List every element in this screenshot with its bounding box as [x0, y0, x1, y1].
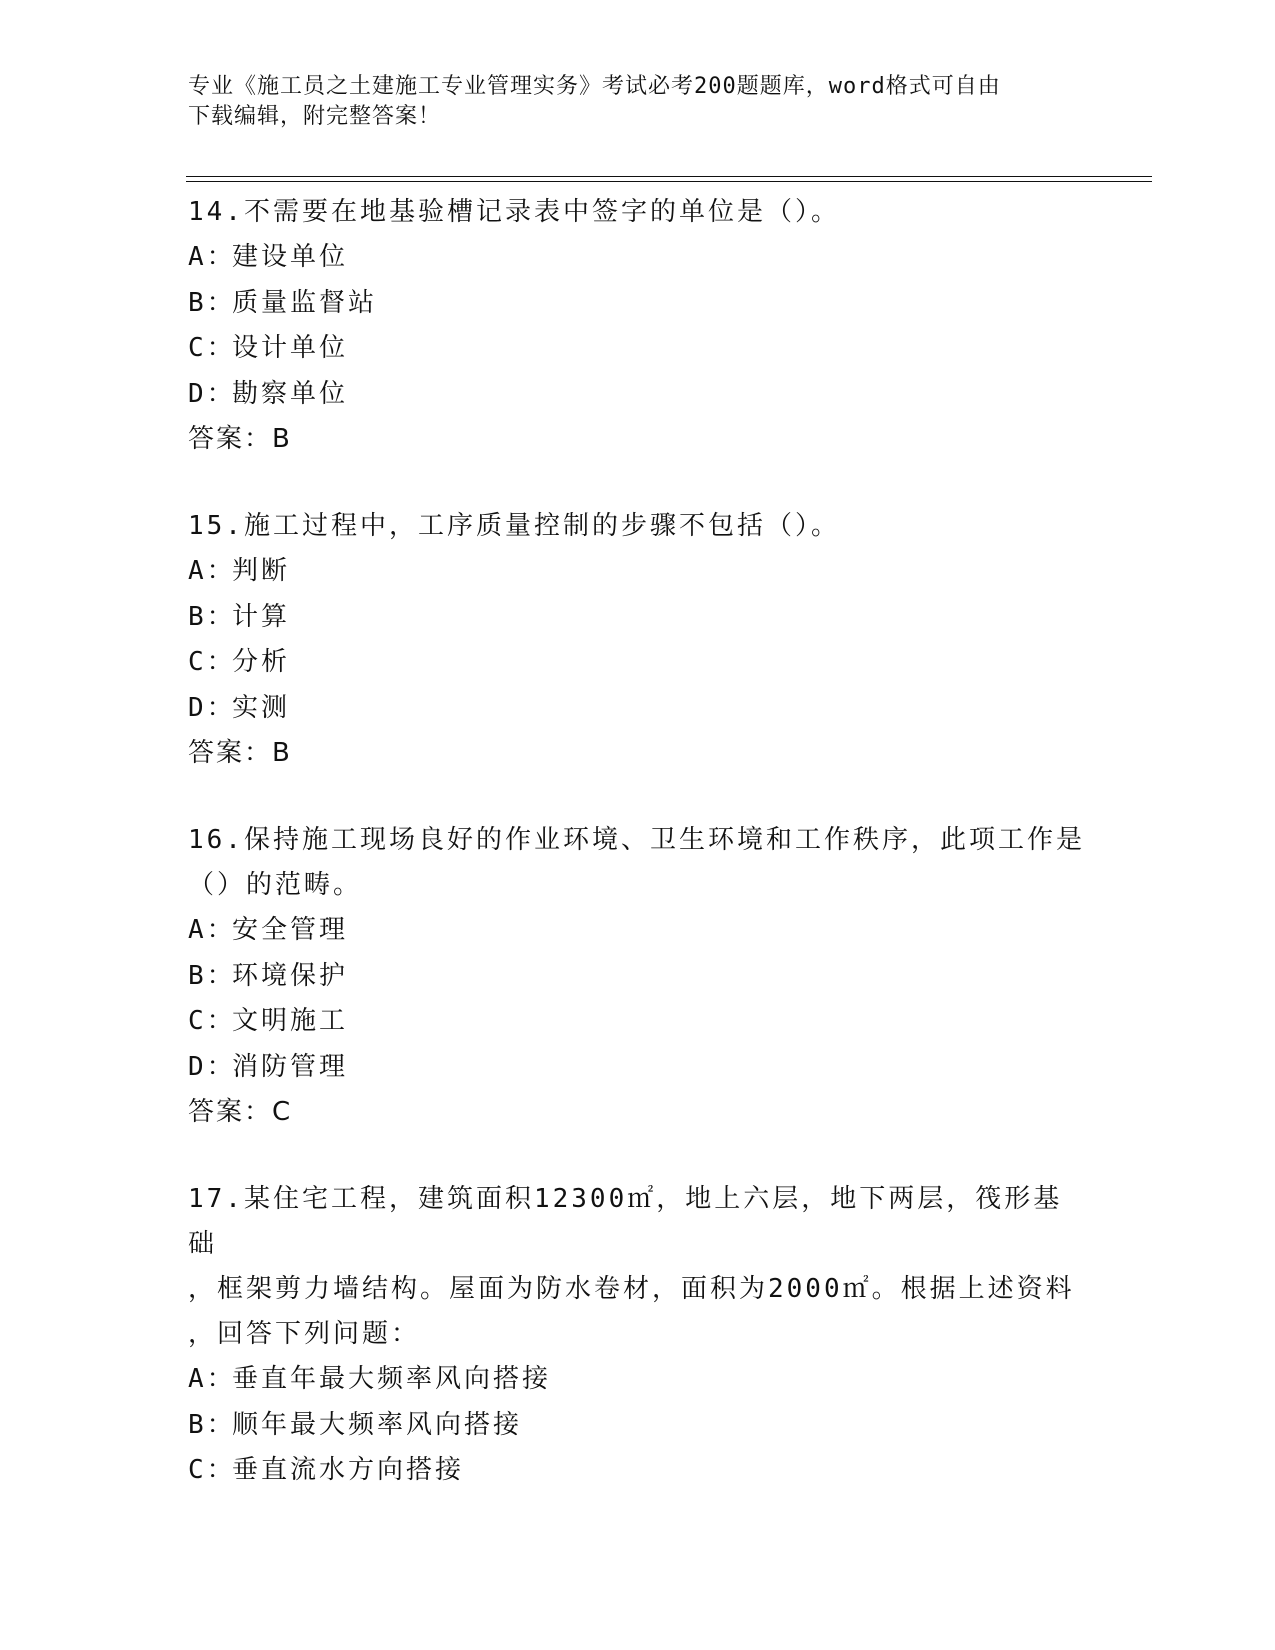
option-key: A：	[188, 1364, 236, 1394]
answer-line: 答案：B	[188, 738, 292, 768]
option-text: 垂直年最大频率风向搭接	[232, 1364, 552, 1394]
option-d	[188, 1045, 1088, 1091]
option-key: A：	[188, 915, 236, 945]
option-text: 判断	[232, 556, 291, 586]
option-text: 消防管理	[232, 1051, 349, 1082]
option-text: 计算	[232, 601, 291, 632]
option-d	[188, 372, 1088, 418]
option-text: 建设单位	[232, 242, 349, 272]
option-c	[188, 1448, 1088, 1494]
option-key: B：	[188, 601, 236, 632]
option-text: 勘察单位	[232, 378, 349, 409]
option-text: 质量监督站	[232, 287, 378, 318]
option-text: 环境保护	[232, 960, 349, 991]
question-stem: 15.施工过程中，工序质量控制的步骤不包括（）。	[188, 511, 840, 541]
option-text: 设计单位	[232, 333, 349, 363]
option-text: 分析	[232, 647, 291, 677]
option-a	[188, 235, 1088, 281]
option-key: B：	[188, 1409, 236, 1440]
option-key: A：	[188, 556, 236, 586]
question-stem-line-3: ，回答下列问题：	[188, 1319, 421, 1349]
option-key: A：	[188, 242, 236, 272]
document-header	[188, 72, 1068, 132]
option-text: 实测	[232, 692, 291, 723]
option-b	[188, 1403, 1088, 1449]
question-stem-line-1: 17.某住宅工程，建筑面积12300㎡，地上六层，地下两层，筏形基础	[188, 1184, 1063, 1259]
option-a	[188, 908, 1088, 954]
option-b	[188, 281, 1088, 327]
header-line-1: 专业《施工员之土建施工专业管理实务》考试必考200题题库，word格式可自由	[188, 74, 1001, 99]
option-key: B：	[188, 287, 236, 318]
question-stem-line-2: ，框架剪力墙结构。屋面为防水卷材，面积为2000㎡。根据上述资料	[188, 1274, 1075, 1304]
option-c	[188, 326, 1088, 372]
header-line-2: 下载编辑，附完整答案！	[188, 104, 442, 129]
question-15	[188, 504, 1088, 776]
answer-line: 答案：C	[188, 1097, 293, 1127]
question-stem-line-1: 16.保持施工现场良好的作业环境、卫生环境和工作秩序，此项工作是	[188, 825, 1085, 855]
option-a	[188, 549, 1088, 595]
question-16	[188, 818, 1088, 1135]
option-c	[188, 999, 1088, 1045]
header-divider	[186, 176, 1152, 182]
option-text: 安全管理	[232, 915, 349, 945]
option-key: C：	[188, 1006, 236, 1036]
option-b	[188, 954, 1088, 1000]
option-c	[188, 640, 1088, 686]
question-list	[188, 190, 1088, 1536]
option-key: B：	[188, 960, 236, 991]
question-17	[188, 1177, 1088, 1494]
option-text: 文明施工	[232, 1006, 349, 1036]
option-key: D：	[188, 1051, 236, 1082]
question-stem-line-2: （）的范畴。	[188, 870, 363, 900]
option-d	[188, 686, 1088, 732]
option-key: D：	[188, 692, 236, 723]
option-text: 顺年最大频率风向搭接	[232, 1409, 523, 1440]
option-key: C：	[188, 333, 236, 363]
option-key: C：	[188, 647, 236, 677]
option-key: D：	[188, 378, 236, 409]
option-key: C：	[188, 1455, 236, 1485]
question-14	[188, 190, 1088, 462]
question-stem: 14.不需要在地基验槽记录表中签字的单位是（）。	[188, 197, 840, 227]
option-a	[188, 1357, 1088, 1403]
answer-line: 答案：B	[188, 424, 292, 454]
option-text: 垂直流水方向搭接	[232, 1455, 465, 1485]
option-b	[188, 595, 1088, 641]
